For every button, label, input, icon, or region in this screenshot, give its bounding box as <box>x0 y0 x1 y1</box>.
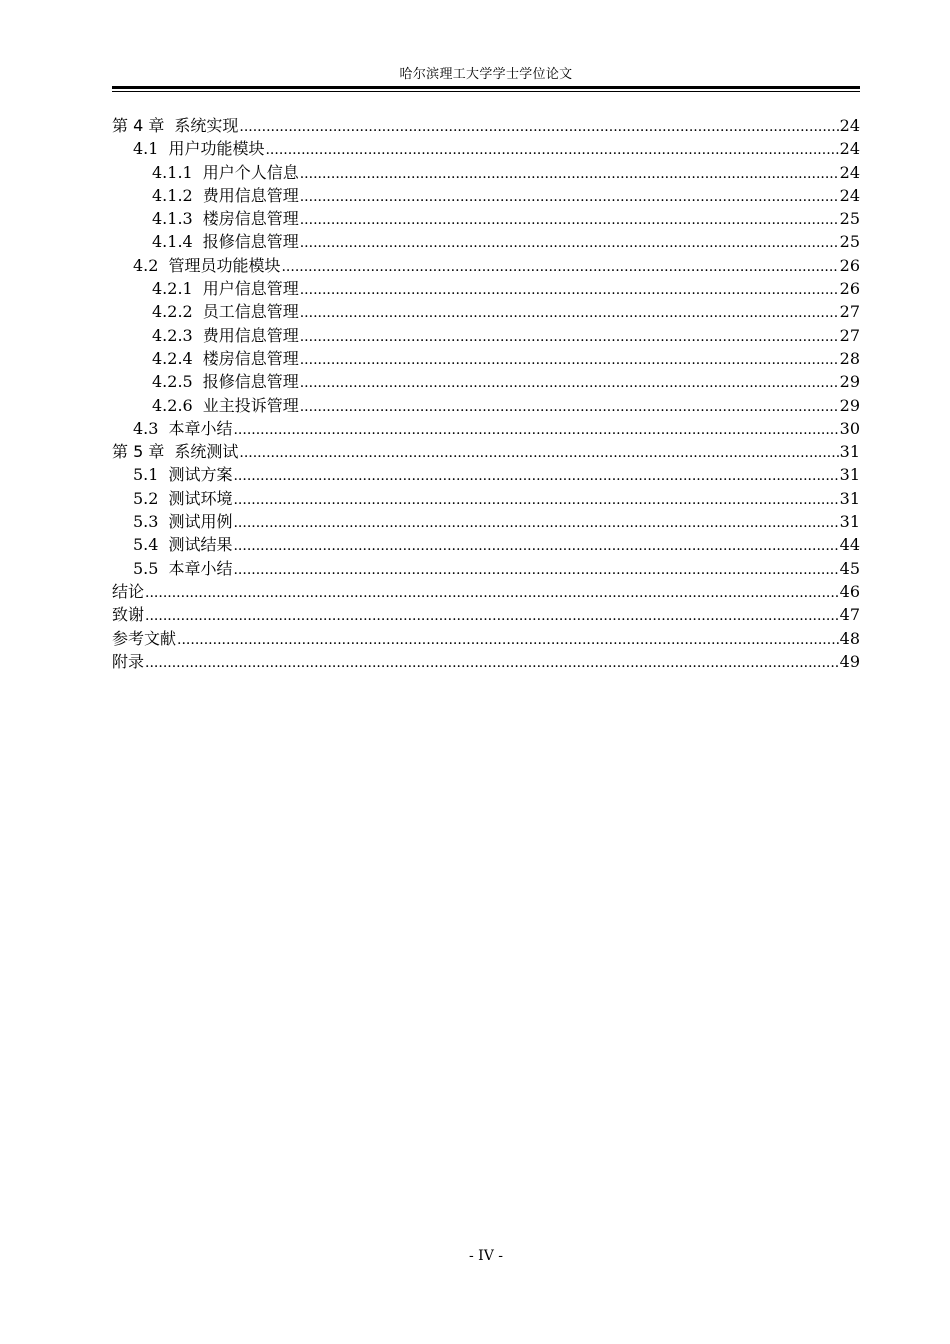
toc-entry-page: 26 <box>839 255 860 275</box>
toc-dot-leader <box>300 396 839 417</box>
toc-entry-page: 24 <box>839 116 860 135</box>
toc-dot-leader <box>281 256 838 277</box>
toc-entry-number: 5.2 <box>133 488 159 508</box>
toc-entry-title: 报修信息管理 <box>202 372 299 392</box>
toc-dot-leader <box>300 372 839 393</box>
toc-entry-number: 4.2.6 <box>152 395 193 415</box>
toc-entry[interactable] <box>112 557 860 580</box>
toc-entry-number: 第 4 章 <box>112 116 165 135</box>
toc-entry-page: 25 <box>839 232 860 252</box>
toc-entry-page: 29 <box>839 372 860 392</box>
toc-entry-title: 费用信息管理 <box>202 325 299 345</box>
toc-entry-page: 49 <box>839 651 860 671</box>
toc-entry-number: 5.5 <box>133 558 159 578</box>
toc-dot-leader <box>300 326 839 347</box>
toc-entry-page: 26 <box>839 279 860 299</box>
toc-entry-title: 系统实现 <box>174 116 239 135</box>
toc-entry[interactable] <box>112 114 860 137</box>
toc-entry-page: 47 <box>839 605 860 625</box>
toc-entry[interactable] <box>112 580 860 603</box>
toc-entry-number: 5.3 <box>133 512 159 532</box>
toc-entry-number: 4.1 <box>133 139 159 159</box>
toc-entry-title: 测试环境 <box>168 488 233 508</box>
toc-entry-page: 45 <box>839 558 860 578</box>
toc-entry-number: 4.1.2 <box>152 185 193 205</box>
toc-entry-number: 4.2.4 <box>152 348 193 368</box>
toc-entry-page: 46 <box>839 581 860 601</box>
toc-dot-leader <box>265 139 838 160</box>
toc-entry-page: 31 <box>839 465 860 485</box>
toc-entry[interactable] <box>112 277 860 300</box>
toc-dot-leader <box>233 512 838 533</box>
toc-entry-title: 本章小结 <box>168 418 233 438</box>
page-number-footer: - IV - <box>468 1248 503 1264</box>
toc-entry[interactable] <box>112 487 860 510</box>
toc-dot-leader <box>233 535 838 556</box>
toc-entry-page: 24 <box>839 162 860 182</box>
toc-dot-leader <box>300 302 839 323</box>
toc-entry[interactable] <box>112 137 860 160</box>
toc-dot-leader <box>300 279 839 300</box>
toc-entry-number: 4.1.1 <box>152 162 193 182</box>
toc-entry-title: 致谢 <box>112 605 145 625</box>
toc-dot-leader <box>177 629 839 650</box>
table-of-contents <box>112 114 860 673</box>
toc-dot-leader <box>233 559 838 580</box>
toc-entry-title: 楼房信息管理 <box>202 209 299 229</box>
toc-entry-number: 4.2.3 <box>152 325 193 345</box>
toc-entry[interactable] <box>112 347 860 370</box>
toc-dot-leader <box>300 163 839 184</box>
toc-dot-leader <box>300 209 839 230</box>
toc-dot-leader <box>300 232 839 253</box>
toc-entry[interactable] <box>112 254 860 277</box>
toc-dot-leader <box>233 465 838 486</box>
toc-entry-page: 27 <box>839 325 860 345</box>
toc-dot-leader <box>145 652 839 673</box>
toc-entry-number: 5.4 <box>133 535 159 555</box>
toc-entry-title: 测试结果 <box>168 535 233 555</box>
toc-entry[interactable] <box>112 324 860 347</box>
toc-entry-title: 楼房信息管理 <box>202 348 299 368</box>
toc-entry-number: 4.2.1 <box>152 279 193 299</box>
toc-entry-title: 测试用例 <box>168 512 233 532</box>
toc-dot-leader <box>145 605 839 626</box>
toc-dot-leader <box>233 489 838 510</box>
toc-entry-page: 31 <box>839 488 860 508</box>
toc-entry-number: 4.3 <box>133 418 159 438</box>
toc-entry-title: 报修信息管理 <box>202 232 299 252</box>
toc-entry-title: 员工信息管理 <box>202 302 299 322</box>
page-header: 哈尔滨理工大学学士学位论文 <box>399 67 573 82</box>
toc-entry[interactable] <box>112 440 860 463</box>
toc-entry-page: 24 <box>839 185 860 205</box>
toc-entry-number: 4.2.2 <box>152 302 193 322</box>
toc-entry-number: 5.1 <box>133 465 159 485</box>
toc-entry[interactable] <box>112 370 860 393</box>
toc-entry[interactable] <box>112 207 860 230</box>
toc-entry[interactable] <box>112 394 860 417</box>
toc-entry[interactable] <box>112 161 860 184</box>
toc-dot-leader <box>233 419 838 440</box>
toc-entry-title: 费用信息管理 <box>202 185 299 205</box>
toc-dot-leader <box>300 186 839 207</box>
toc-entry-title: 系统测试 <box>174 442 239 462</box>
toc-entry-title: 用户个人信息 <box>202 162 299 182</box>
toc-entry-page: 31 <box>839 442 860 462</box>
toc-entry-number: 4.1.4 <box>152 232 193 252</box>
toc-entry-title: 结论 <box>112 581 145 601</box>
toc-entry[interactable] <box>112 650 860 673</box>
toc-entry-title: 业主投诉管理 <box>202 395 299 415</box>
toc-entry[interactable] <box>112 510 860 533</box>
toc-entry-page: 24 <box>839 139 860 159</box>
toc-dot-leader <box>300 349 839 370</box>
toc-dot-leader <box>239 442 838 463</box>
toc-entry-title: 用户功能模块 <box>168 139 265 159</box>
toc-entry-page: 29 <box>839 395 860 415</box>
toc-entry-page: 25 <box>839 209 860 229</box>
toc-dot-leader <box>145 582 839 603</box>
toc-entry-title: 管理员功能模块 <box>168 255 281 275</box>
header-rule-thick <box>112 86 860 89</box>
toc-entry-title: 附录 <box>112 651 145 671</box>
toc-entry-number: 4.2.5 <box>152 372 193 392</box>
toc-entry[interactable] <box>112 184 860 207</box>
toc-entry-number: 4.1.3 <box>152 209 193 229</box>
toc-entry[interactable] <box>112 533 860 556</box>
toc-entry-title: 本章小结 <box>168 558 233 578</box>
toc-entry-number: 第 5 章 <box>112 442 165 462</box>
toc-entry[interactable] <box>112 417 860 440</box>
toc-dot-leader <box>239 116 838 137</box>
header-rule-thin <box>112 91 860 92</box>
toc-entry-page: 28 <box>839 348 860 368</box>
toc-entry[interactable] <box>112 463 860 486</box>
toc-entry-page: 31 <box>839 512 860 532</box>
toc-entry-page: 44 <box>839 535 860 555</box>
toc-entry[interactable] <box>112 603 860 626</box>
toc-entry-title: 用户信息管理 <box>202 279 299 299</box>
toc-entry[interactable] <box>112 230 860 253</box>
toc-entry-number: 4.2 <box>133 255 159 275</box>
toc-entry[interactable] <box>112 300 860 323</box>
toc-entry-page: 48 <box>839 628 860 648</box>
toc-entry-title: 参考文献 <box>112 628 177 648</box>
toc-entry-title: 测试方案 <box>168 465 233 485</box>
toc-entry[interactable] <box>112 627 860 650</box>
toc-entry-page: 30 <box>839 418 860 438</box>
toc-entry-page: 27 <box>839 302 860 322</box>
